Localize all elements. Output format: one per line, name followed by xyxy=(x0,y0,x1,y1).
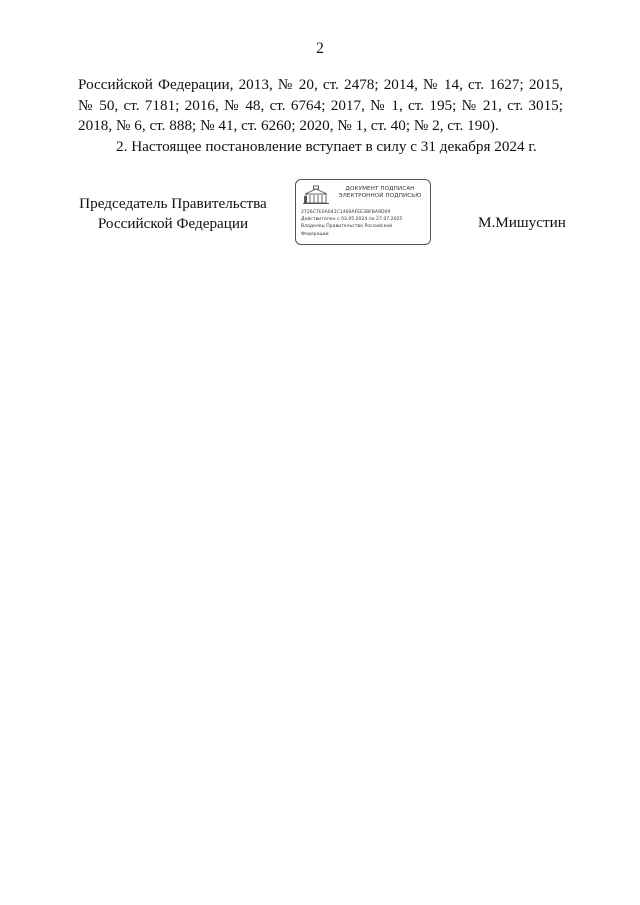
stamp-owner: Федерации xyxy=(301,231,329,237)
paragraph-effective-date: 2. Настоящее постановление вступает в силу с 31 декабря 2024 г. xyxy=(116,137,537,155)
signer-position xyxy=(78,194,268,234)
signer-position-line: Российской Федерации xyxy=(97,215,249,232)
page-number: 2 xyxy=(316,40,324,57)
building-emblem-icon xyxy=(302,185,330,205)
text-line: Российской Федерации, 2013, № 20, ст. 2478; 2014, № 14, ст. 1627; 2015, xyxy=(78,76,563,93)
stamp-details xyxy=(301,209,429,238)
electronic-signature-stamp xyxy=(295,179,431,245)
stamp-title-line: ДОКУМЕНТ ПОДПИСАН xyxy=(345,186,415,192)
signer-position-line: Председатель Правительства xyxy=(79,195,267,212)
text-line: № 50, ст. 7181; 2016, № 48, ст. 6764; 2017, № 1, ст. 195; № 21, ст. 3015; xyxy=(78,96,563,114)
stamp-certificate: 2726C7E0A041C1469AFEE3BFBA9D09 xyxy=(301,210,391,215)
stamp-title xyxy=(332,186,428,200)
document-body xyxy=(78,75,563,157)
text-line: 2018, № 6, ст. 888; № 41, ст. 6260; 2020, № 1, ст. 40; № 2, ст. 190). xyxy=(78,117,499,134)
stamp-owner: Владелец Правительство Российской xyxy=(301,224,393,230)
paragraph-continuation xyxy=(78,75,563,137)
stamp-title-line: ЭЛЕКТРОННОЙ ПОДПИСЬЮ xyxy=(338,193,422,199)
stamp-validity: Действителен с 03.05.2024 по 27.07.2025 xyxy=(301,217,403,223)
signer-name: М.Мишустин xyxy=(478,214,566,231)
